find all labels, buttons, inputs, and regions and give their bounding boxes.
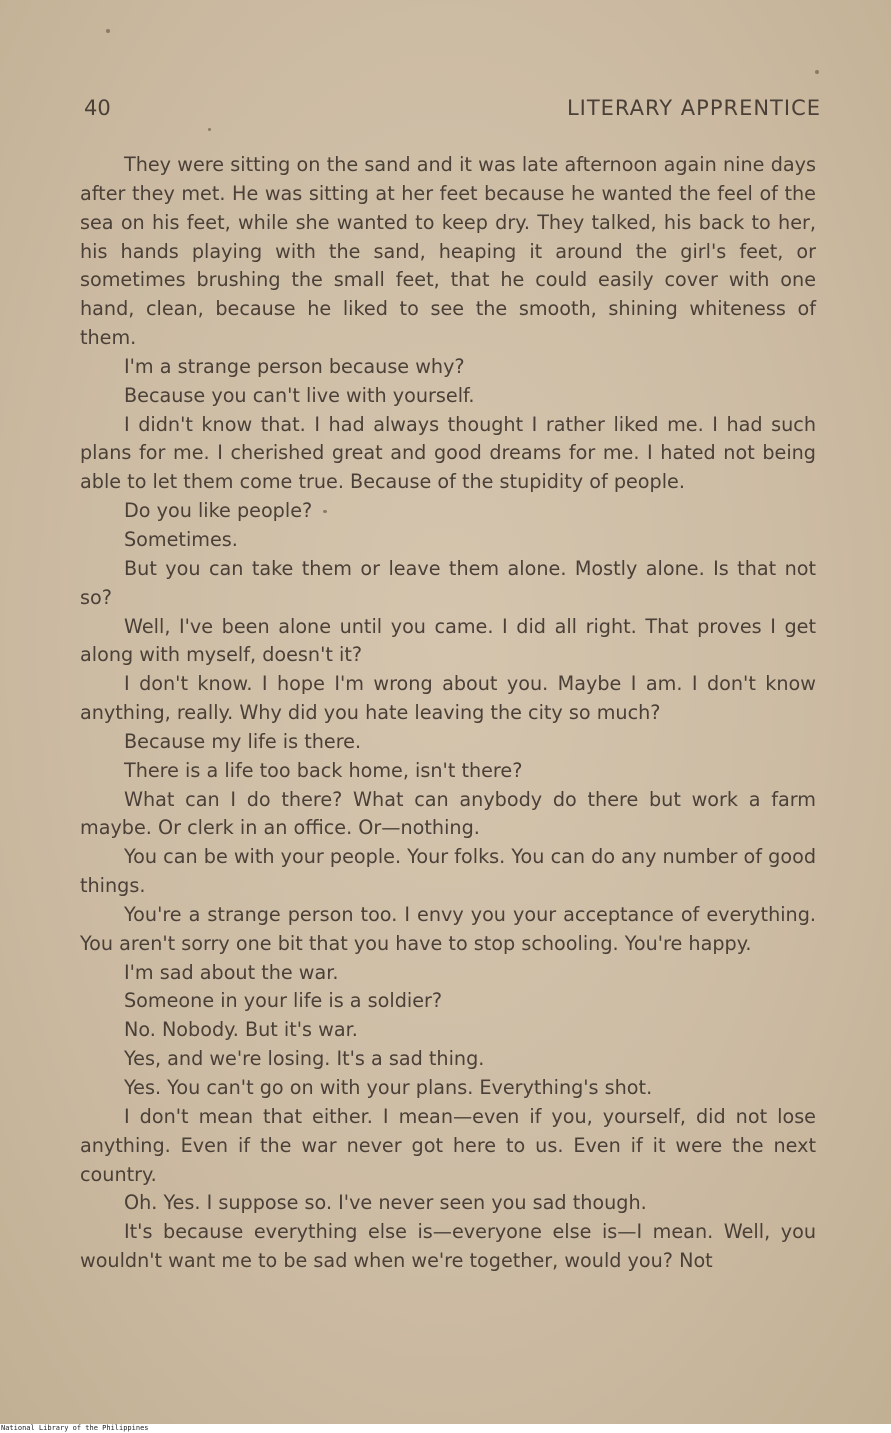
page-header (84, 96, 821, 126)
paragraph: Do you like people? (124, 499, 313, 523)
paragraph: But you can take them or leave them alone. Mostly alone. Is that not so? (80, 556, 816, 609)
page-number: 40 (84, 96, 111, 120)
paragraph: Because you can't live with yourself. (124, 383, 475, 407)
body-text (80, 151, 816, 1276)
running-head: LITERARY APPRENTICE (566, 96, 821, 120)
paper-speck (208, 128, 211, 131)
paragraph: Someone in your life is a soldier? (124, 989, 443, 1013)
scan-footer (0, 1424, 891, 1433)
paragraph: Sometimes. (124, 527, 238, 551)
paragraph: I'm a strange person because why? (124, 354, 465, 378)
paragraph: Yes, and we're losing. It's a sad thing. (124, 1047, 485, 1071)
paragraph: Well, I've been alone until you came. I did all right. That proves I get along with myself, doesn't it? (80, 614, 816, 667)
paragraph: Because my life is there. (124, 729, 362, 753)
paragraph: Oh. Yes. I suppose so. I've never seen you sad though. (124, 1191, 647, 1215)
paragraph: There is a life too back home, isn't there? (124, 758, 523, 782)
scan-credit: National Library of the Philippines (1, 1424, 149, 1432)
paragraph: It's because everything else is—everyone else is—I mean. Well, you wouldn't want me to be sad when we're together, would you? Not (80, 1220, 816, 1273)
paragraph: You can be with your people. Your folks. You can do any number of good things. (80, 845, 816, 898)
paper-speck (106, 29, 110, 33)
paragraph: I don't mean that either. I mean—even if you, yourself, did not lose anything. Even if the war never got here to us. Even if it were the next country. (80, 1104, 816, 1186)
paragraph: I didn't know that. I had always thought I rather liked me. I had such plans for me. I cherished great and good dreams for me. I hated not being able to let them come true. Because of the stupidity of people. (80, 412, 816, 494)
paragraph: No. Nobody. But it's war. (124, 1018, 358, 1042)
paragraph: Yes. You can't go on with your plans. Everything's shot. (124, 1076, 653, 1099)
paragraph: You're a strange person too. I envy you your acceptance of everything. You aren't sorry one bit that you have to stop schooling. You're happy. (80, 902, 816, 955)
paragraph: What can I do there? What can anybody do there but work a farm maybe. Or clerk in an office. Or—nothing. (80, 787, 816, 840)
paper-speck (815, 70, 819, 74)
paragraph: I'm sad about the war. (124, 960, 339, 984)
paragraph: I don't know. I hope I'm wrong about you. Maybe I am. I don't know anything, really. Why did you hate leaving the city so much? (80, 672, 816, 725)
paragraph: They were sitting on the sand and it was late afternoon again nine days after they met. He was sitting at her feet because he wanted the feel of the sea on his feet, while she wanted to keep dry. They talked, his back to her, his hands playing with the sand, heaping it around the girl's feet, or sometimes brushing the small feet, that he could easily cover with one hand, clean, because he liked to see the smooth, shining whiteness of them. (80, 153, 816, 350)
